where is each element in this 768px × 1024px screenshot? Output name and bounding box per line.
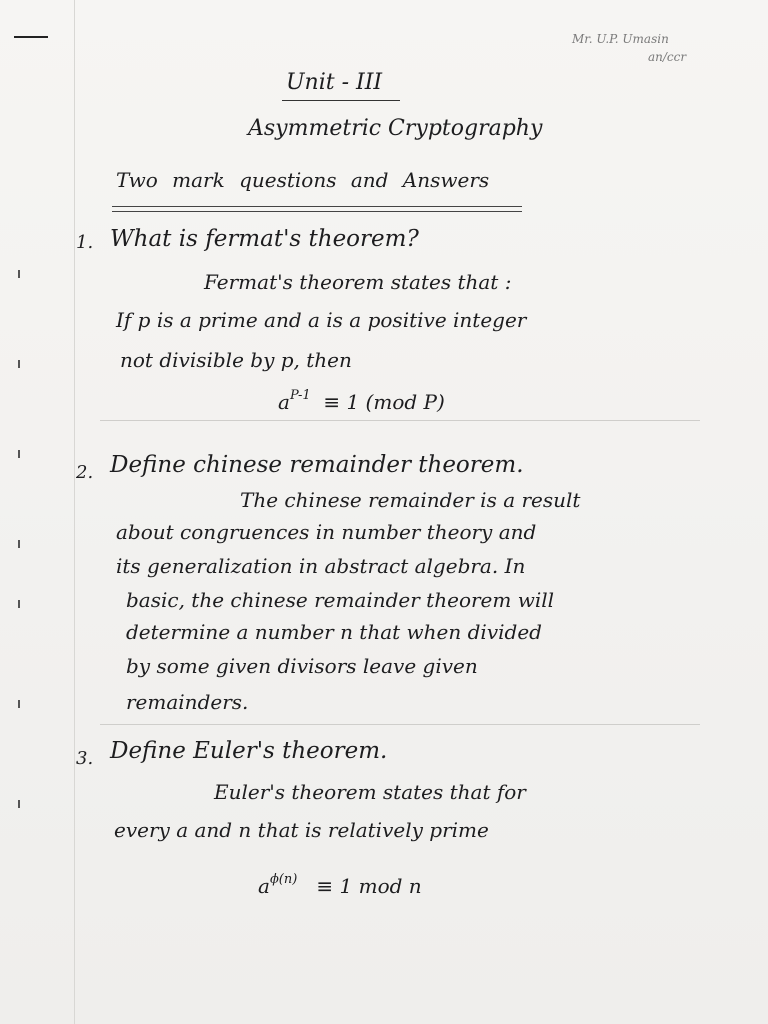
formula-rest: ≡ 1 (mod P) [323,390,445,414]
formula-base: a [258,874,270,898]
question-text: Define chinese remainder theorem. [110,452,524,478]
corner-note-line: Mr. U.P. Umasin [572,32,669,46]
answer-line: not divisible by p, then [120,348,352,372]
separator-line [100,420,700,421]
formula-exponent: P-1 [289,388,311,403]
answer-line: Fermat's theorem states that : [204,270,512,294]
margin-rule [74,0,75,1024]
answer-line: determine a number n that when divided [126,620,542,644]
formula-rest: ≡ 1 mod n [316,874,422,898]
section-title: Two mark questions and Answers [116,168,490,192]
answer-line: every a and n that is relatively prime [114,818,489,842]
formula-exponent: ϕ(n) [269,872,298,887]
answer-line: The chinese remainder is a result [240,488,581,512]
question-number: 1. [76,232,94,253]
title-rule [112,211,522,212]
question-number: 3. [76,748,94,769]
answer-line: remainders. [126,690,249,714]
question-number: 2. [76,462,94,483]
title-rule [112,206,522,207]
unit-title: Unit - III [286,70,383,95]
formula [278,388,445,414]
separator-line [100,724,700,725]
answer-line: by some given divisors leave given [126,654,478,678]
question-text: What is fermat's theorem? [110,226,419,252]
answer-line: its generalization in abstract algebra. In [116,554,526,578]
answer-line: basic, the chinese remainder theorem will [126,588,555,612]
formula [258,872,422,898]
subject-title: Asymmetric Cryptography [248,116,543,141]
formula-base: a [278,390,290,414]
left-edge-mark [14,36,48,38]
answer-line: about congruences in number theory and [116,520,537,544]
answer-line: If p is a prime and a is a positive integer [116,308,527,332]
unit-underline [282,100,400,101]
corner-note [572,30,686,66]
corner-note-line: an/ccr [648,50,687,64]
answer-line: Euler's theorem states that for [214,780,526,804]
question-text: Define Euler's theorem. [110,738,388,764]
